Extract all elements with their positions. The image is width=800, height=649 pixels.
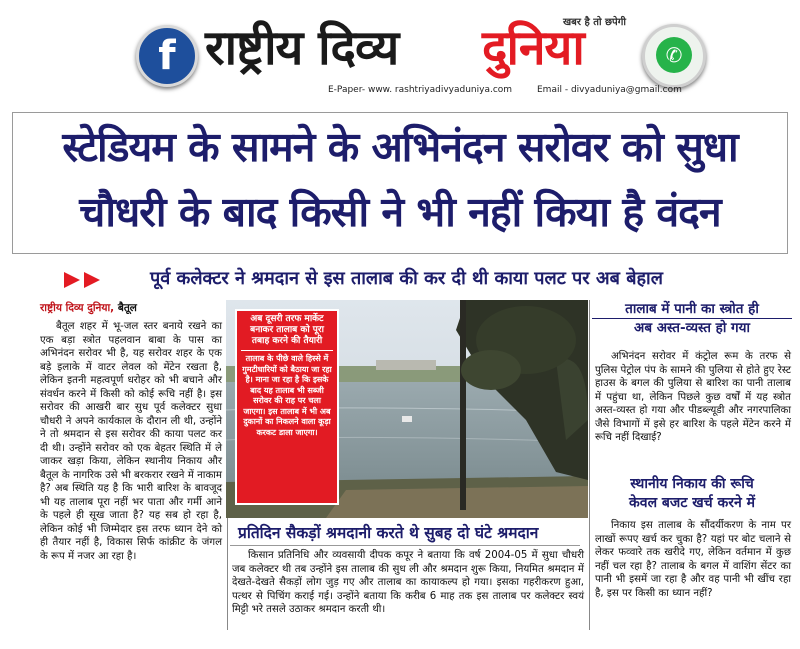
- photo-callout-box: [235, 309, 339, 505]
- email-address: Email - divyaduniya@gmail.com: [537, 85, 682, 95]
- epaper-url: E-Paper- www. rashtriyadivyaduniya.com: [328, 85, 513, 95]
- newspaper-title: राष्ट्रीय दिव्य: [205, 20, 399, 76]
- phone-icon: ✆: [656, 37, 692, 73]
- right-column-text-2: [595, 519, 791, 600]
- callout-text: तालाब के पीछे वाले हिस्से में गुमटीधारियों को बैठाया जा रहा है। माना जा रहा है कि इसके बाद यह तालाब भी सब्जी सरोवर की राह पर चला जाएगा। इस तालाब में भी अब दुकानों का निकलने वाला कूड़ा करकट डाला जाएगा।: [242, 354, 332, 437]
- double-arrow-icon: [62, 270, 106, 290]
- caption-headline: प्रतिदिन सैकड़ों श्रमदानी करते थे सुबह दो घंटे श्रमदान: [238, 524, 539, 542]
- middle-paragraph: किसान प्रतिनिधि और व्यवसायी दीपक कपूर ने बताया कि वर्ष 2004-05 में सुधा चौधरी जब कलेक्टर थी तब उन्होंने इस तालाब की सुध ली और श्रमदान शुरू किया, नियमित श्रमदान में देखते-देखते सैकड़ों लोग जुड़ गए और तालाब का कायाकल्प हो गया। इसका गहरीकरण हुआ, पत्थर से पिचिंग कराई गई। उन्होंने बताया कि करीब 6 माह तक इस तालाब पर कलेक्टर स्वयं मिट्टी भरे तसले उठाकर श्रमदान करती थी।: [232, 550, 584, 615]
- headline-line-1: स्टेडियम के सामने के अभिनंदन सरोवर को सुधा: [62, 123, 738, 171]
- right-heading-1-line-1: तालाब में पानी का स्त्रोत ही: [625, 301, 759, 317]
- left-column-text: [40, 320, 222, 563]
- headline-line-2: चौधरी के बाद किसी ने भी नहीं किया है वंदन: [79, 188, 721, 236]
- right-heading-2-line-1: स्थानीय निकाय की रूचि: [630, 476, 754, 492]
- left-paragraph: बैतूल शहर में भू-जल स्तर बनाये रखने का एक बड़ा स्त्रोत पहलवान बाबा के पास का अभिनंदन सरोवर भी है, यह सरोवर शहर के एक बड़े इलाके में वाटर लेवल को मेंटेन रखता है, लेकिन इतनी महत्वपूर्ण धरोहर को भी बचाने और संवर्धन करने में किसी को कोई रूचि नहीं है। इस सरोवर की आखरी बार सुध पूर्व कलेक्टर सुधा चौधरी ने अपने कार्यकाल के दौरान ली थी, उन्होंने ने तो श्रमदान से इस सरोवर की काया पलट कर दी थी। उन्होंने सरोवर को एक बेहतर स्थिति में ले जाकर खड़ा किया, लेकिन स्थानीय निकाय और बैतूल के नागरिक उसे भी बरकरार रखने में नाकाम है? अब स्थिति यह है कि भारी बारिश के बावजूद भी यह तालाब पूरा नहीं भर पाता और गर्मी आने के पहले ही सूख जाता है? यह सब हो रहा है, लेकिन कोई भी जिम्मेदार इस तरफ ध्यान देने को ही तैयार नहीं है, विकास सिर्फ कांक्रीट के जंगल के रूप में नजर आ रहा है।: [40, 321, 222, 562]
- right-paragraph-2: निकाय इस तालाब के सौंदर्यीकरण के नाम पर लाखों रूपए खर्च कर चुका है? यहां पर बोट चलाने से लेकर फव्वारे तक खरीदे गए, लेकिन वर्तमान में कुछ नहीं चल रहा है? तालाब के बगल में वाशिंग सेंटर का पानी भी इसमें जा रहा है और वह पानी भी खींच रहा है, इस पर किसी का ध्यान नहीं?: [595, 520, 791, 599]
- facebook-icon[interactable]: f: [136, 25, 198, 87]
- byline-place: बैतूल: [114, 302, 137, 314]
- whatsapp-icon[interactable]: [642, 24, 706, 88]
- right-heading-2: [592, 475, 792, 513]
- right-heading-2-line-2: केवल बजट खर्च करने में: [629, 495, 755, 511]
- tagline: खबर है तो छपेगी: [563, 17, 626, 28]
- newspaper-title-red: दुनिया: [482, 20, 584, 76]
- subheadline: पूर्व कलेक्टर ने श्रमदान से इस तालाब की कर दी थी काया पलट पर अब बेहाल: [150, 268, 663, 289]
- right-heading-1: [592, 300, 792, 337]
- byline: [40, 301, 137, 315]
- right-heading-1-line-2: अब अस्त-व्यस्त हो गया: [592, 318, 792, 337]
- right-column-text-1: [595, 350, 791, 445]
- callout-heading: अब दूसरी तरफ मार्केट बनाकर तालाब को पूरा तबाह करने की तैयारी: [241, 314, 333, 351]
- right-paragraph-1: अभिनंदन सरोवर में कंट्रोल रूम के तरफ से पुलिस पेट्रोल पंप के सामने की पुलिया से होते हुए रेस्ट हाउस के बगल की पुलिया से बारिश का पानी तालाब में पहुंचा था, लेकिन पिछले कुछ वर्षों में यह स्त्रोत अस्त-व्यस्त हो गया और पीडब्ल्यूडी और नगरपालिका जैसे विभागों में इसे हर बारिश के पहले मेंटेन करने में रूचि नहीं दिखाई?: [595, 351, 791, 443]
- column-divider: [589, 300, 590, 630]
- middle-column-text: [232, 549, 584, 617]
- byline-name: राष्ट्रीय दिव्य दुनिया,: [40, 302, 115, 314]
